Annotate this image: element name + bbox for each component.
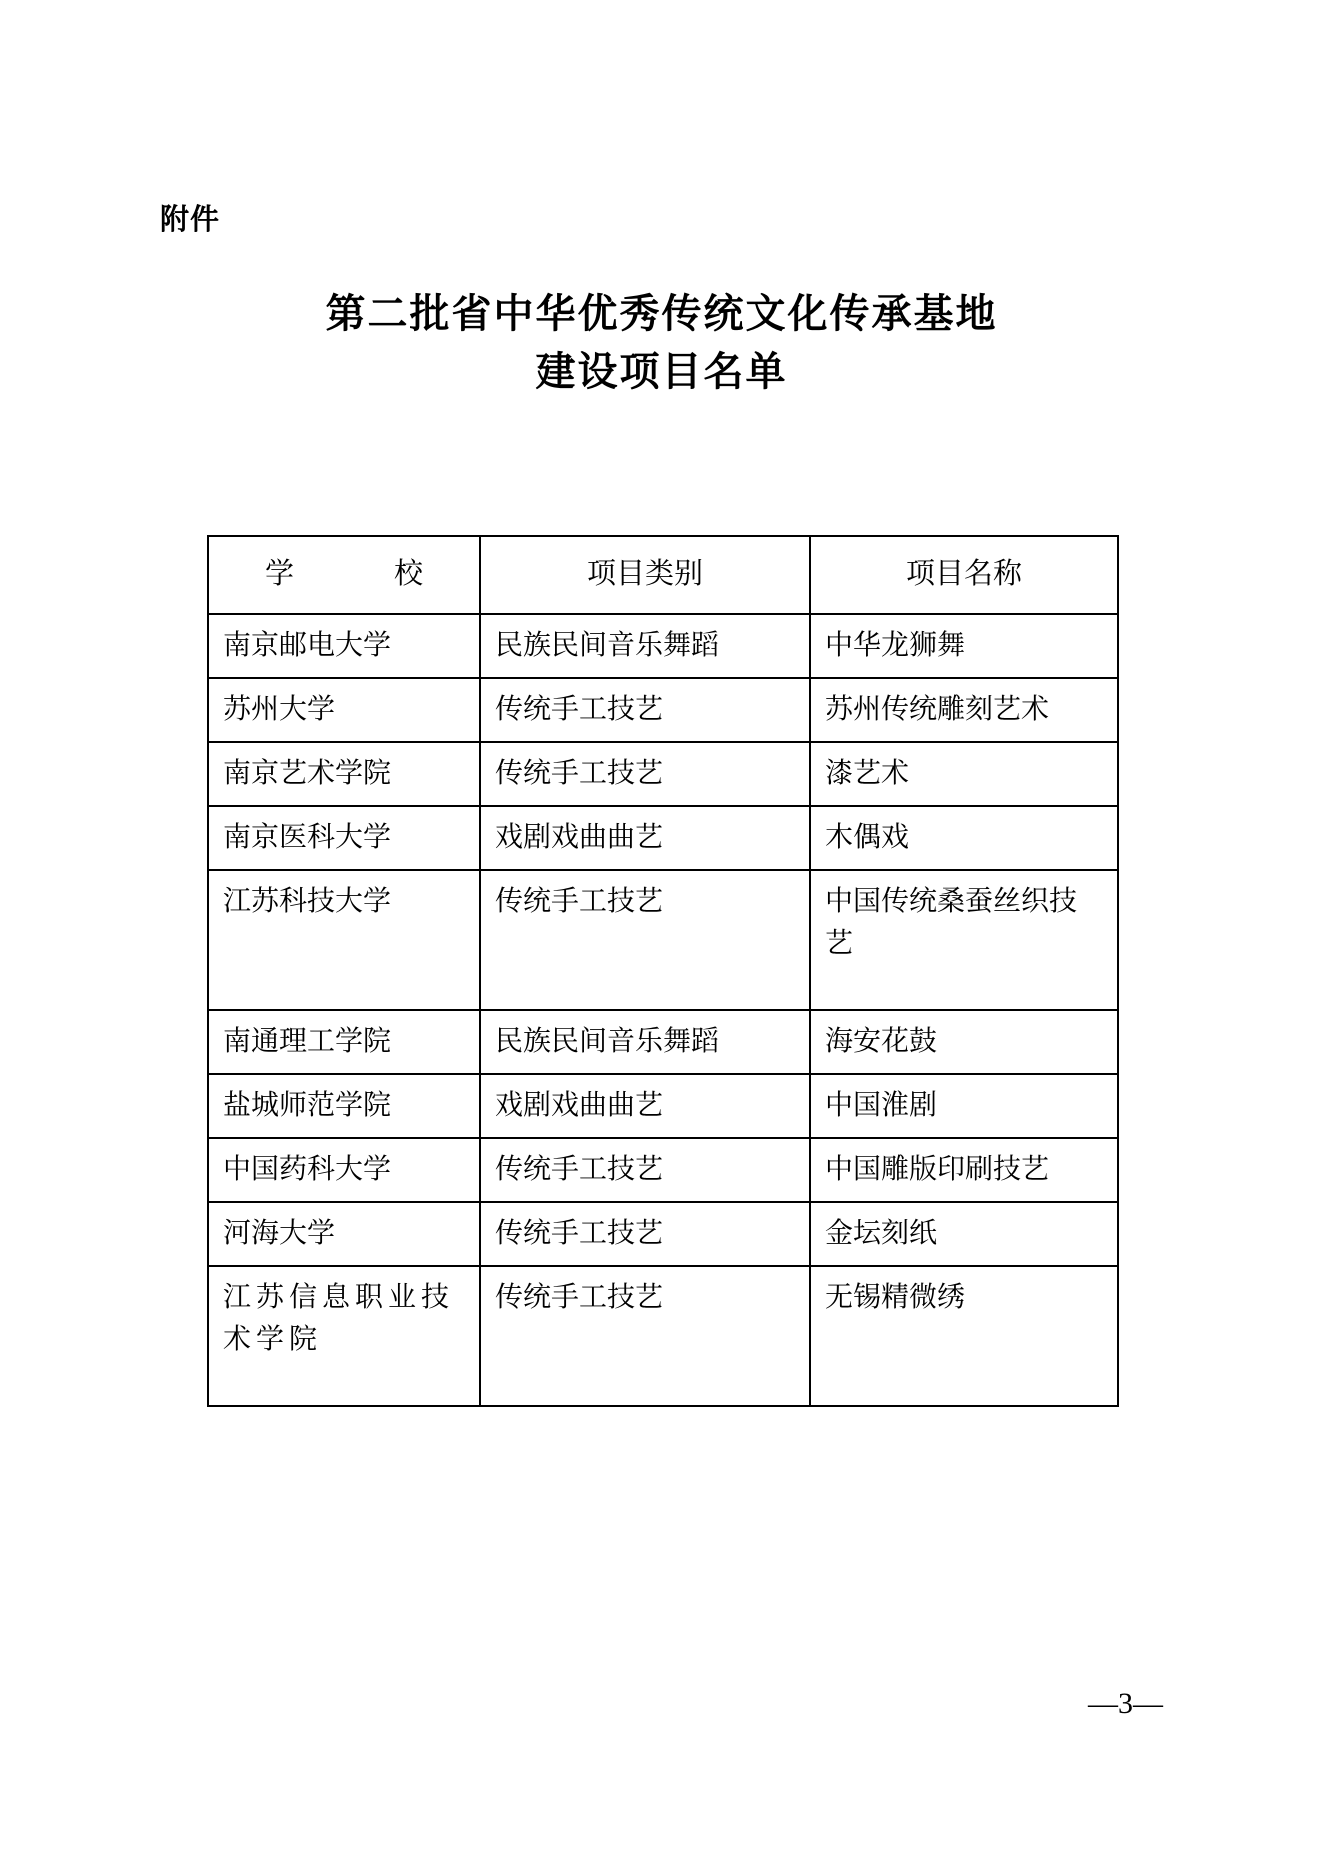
table-row bbox=[208, 1266, 1118, 1406]
cell-category: 传统手工技艺 bbox=[480, 1266, 810, 1406]
cell-category: 传统手工技艺 bbox=[480, 870, 810, 1010]
page-title bbox=[0, 285, 1323, 401]
cell-school: 南京医科大学 bbox=[208, 806, 480, 870]
table-row bbox=[208, 678, 1118, 742]
cell-school: 江苏信息职业技术学院 bbox=[208, 1266, 480, 1406]
cell-category: 民族民间音乐舞蹈 bbox=[480, 1010, 810, 1074]
cell-category: 传统手工技艺 bbox=[480, 678, 810, 742]
cell-project: 金坛刻纸 bbox=[810, 1202, 1118, 1266]
cell-school: 南京邮电大学 bbox=[208, 614, 480, 678]
column-header-category: 项目类别 bbox=[480, 536, 810, 614]
column-header-project: 项目名称 bbox=[810, 536, 1118, 614]
table-row bbox=[208, 1074, 1118, 1138]
table-row bbox=[208, 870, 1118, 1010]
cell-category: 民族民间音乐舞蹈 bbox=[480, 614, 810, 678]
cell-category: 戏剧戏曲曲艺 bbox=[480, 806, 810, 870]
cell-school: 中国药科大学 bbox=[208, 1138, 480, 1202]
cell-project: 木偶戏 bbox=[810, 806, 1118, 870]
cell-category: 传统手工技艺 bbox=[480, 742, 810, 806]
cell-project: 苏州传统雕刻艺术 bbox=[810, 678, 1118, 742]
table-row bbox=[208, 742, 1118, 806]
cell-project: 中国雕版印刷技艺 bbox=[810, 1138, 1118, 1202]
cell-project: 中国传统桑蚕丝织技艺 bbox=[810, 870, 1118, 1010]
cell-project: 中国淮剧 bbox=[810, 1074, 1118, 1138]
cell-school: 河海大学 bbox=[208, 1202, 480, 1266]
project-list-table bbox=[207, 535, 1119, 1407]
cell-school: 江苏科技大学 bbox=[208, 870, 480, 1010]
cell-project: 中华龙狮舞 bbox=[810, 614, 1118, 678]
column-header-school: 学 校 bbox=[208, 536, 480, 614]
page-title-line-2: 建设项目名单 bbox=[535, 349, 788, 394]
cell-school: 南通理工学院 bbox=[208, 1010, 480, 1074]
cell-category: 戏剧戏曲曲艺 bbox=[480, 1074, 810, 1138]
cell-project: 漆艺术 bbox=[810, 742, 1118, 806]
table-header-row bbox=[208, 536, 1118, 614]
page-title-line-1: 第二批省中华优秀传统文化传承基地 bbox=[325, 291, 998, 336]
table-row bbox=[208, 1202, 1118, 1266]
cell-school: 南京艺术学院 bbox=[208, 742, 480, 806]
table-row bbox=[208, 1138, 1118, 1202]
table-row bbox=[208, 614, 1118, 678]
cell-school: 苏州大学 bbox=[208, 678, 480, 742]
cell-category: 传统手工技艺 bbox=[480, 1138, 810, 1202]
attachment-label: 附件 bbox=[160, 204, 221, 236]
table-row bbox=[208, 1010, 1118, 1074]
cell-category: 传统手工技艺 bbox=[480, 1202, 810, 1266]
cell-project: 无锡精微绣 bbox=[810, 1266, 1118, 1406]
table-row bbox=[208, 806, 1118, 870]
cell-project: 海安花鼓 bbox=[810, 1010, 1118, 1074]
page-number: —3— bbox=[1088, 1687, 1163, 1720]
cell-school: 盐城师范学院 bbox=[208, 1074, 480, 1138]
